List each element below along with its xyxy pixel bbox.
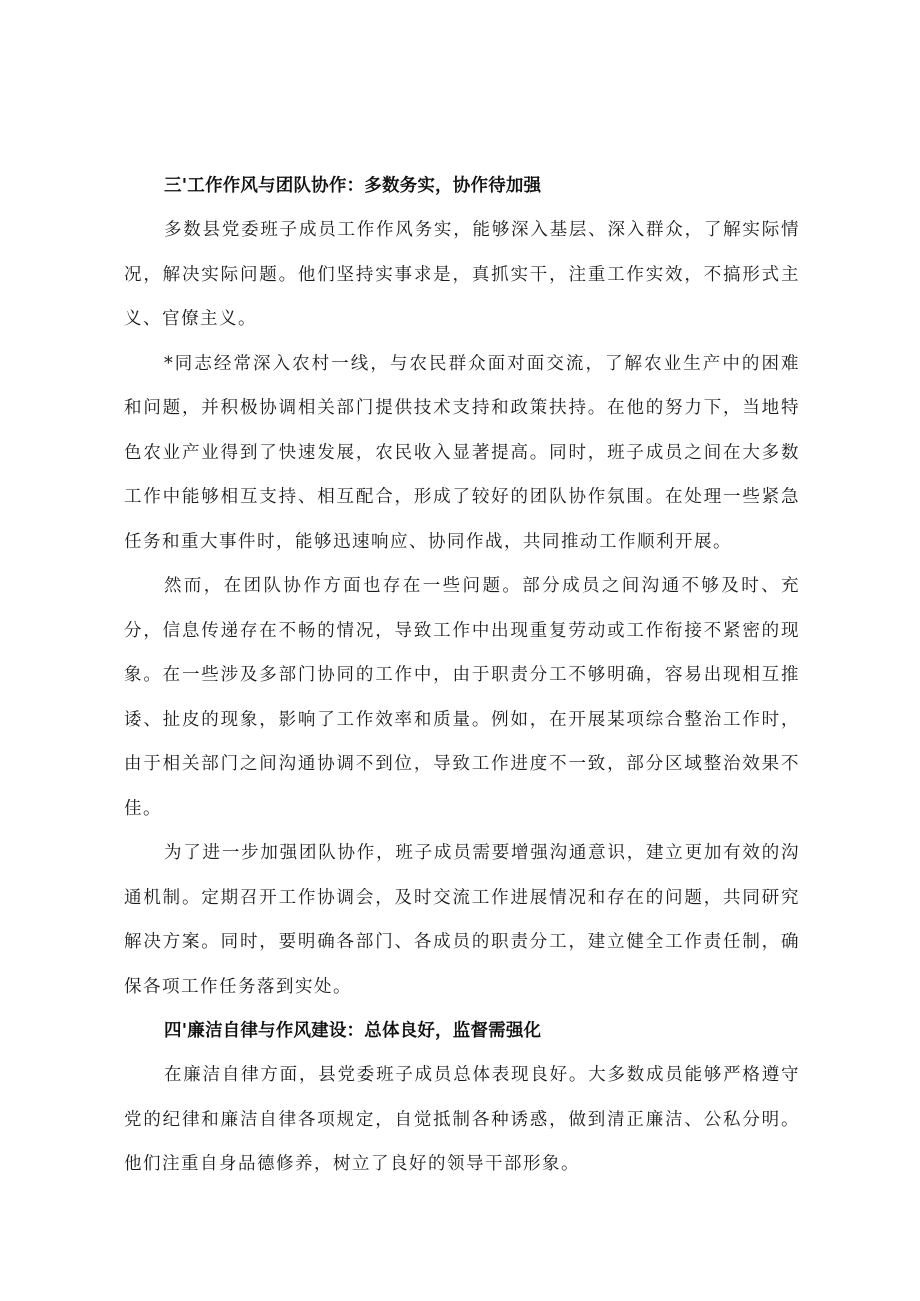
paragraph-team-problems: 然而，在团队协作方面也存在一些问题。部分成员之间沟通不够及时、充分，信息传递存在不畅的情况，导致工作中出现重复劳动或工作衔接不紧密的现象。在一些涉及多部门协同的工作中，由于职责分工不够明确，容易出现相互推诿、扯皮的现象，影响了工作效率和质量。例如，在开展某项综合整治工作时，由于相关部门之间沟通协调不到位，导致工作进度不一致，部分区域整治效果不佳。 [124, 576, 800, 819]
section-heading-work-style: 三'工作作风与团队协作：多数务实，协作待加强 [164, 176, 542, 196]
section-heading-integrity: 四'廉洁自律与作风建设：总体良好，监督需强化 [164, 1021, 542, 1041]
paragraph-rural-example: *同志经常深入农村一线，与农民群众面对面交流，了解农业生产中的困难和问题，并积极协调相关部门提供技术支持和政策扶持。在他的努力下，当地特色农业产业得到了快速发展，农民收入显著提高。同时，班子成员之间在大多数工作中能够相互支持、相互配合，形成了较好的团队协作氛围。在处理一些紧急任务和重大事件时，能够迅速响应、协同作战，共同推动工作顺利开展。 [124, 353, 800, 552]
paragraph-work-style-overview: 多数县党委班子成员工作作风务实，能够深入基层、深入群众，了解实际情况，解决实际问题。他们坚持实事求是，真抓实干，注重工作实效，不搞形式主义、官僚主义。 [124, 220, 800, 329]
paragraph-integrity-overview: 在廉洁自律方面，县党委班子成员总体表现良好。大多数成员能够严格遵守党的纪律和廉洁自律各项规定，自觉抵制各种诱惑，做到清正廉洁、公私分明。他们注重自身品德修养，树立了良好的领导干部形象。 [124, 1065, 800, 1174]
document-body [124, 164, 800, 1187]
paragraph-team-improvement: 为了进一步加强团队协作，班子成员需要增强沟通意识，建立更加有效的沟通机制。定期召开工作协调会，及时交流工作进展情况和存在的问题，共同研究解决方案。同时，要明确各部门、各成员的职责分工，建立健全工作责任制，确保各项工作任务落到实处。 [124, 843, 800, 997]
